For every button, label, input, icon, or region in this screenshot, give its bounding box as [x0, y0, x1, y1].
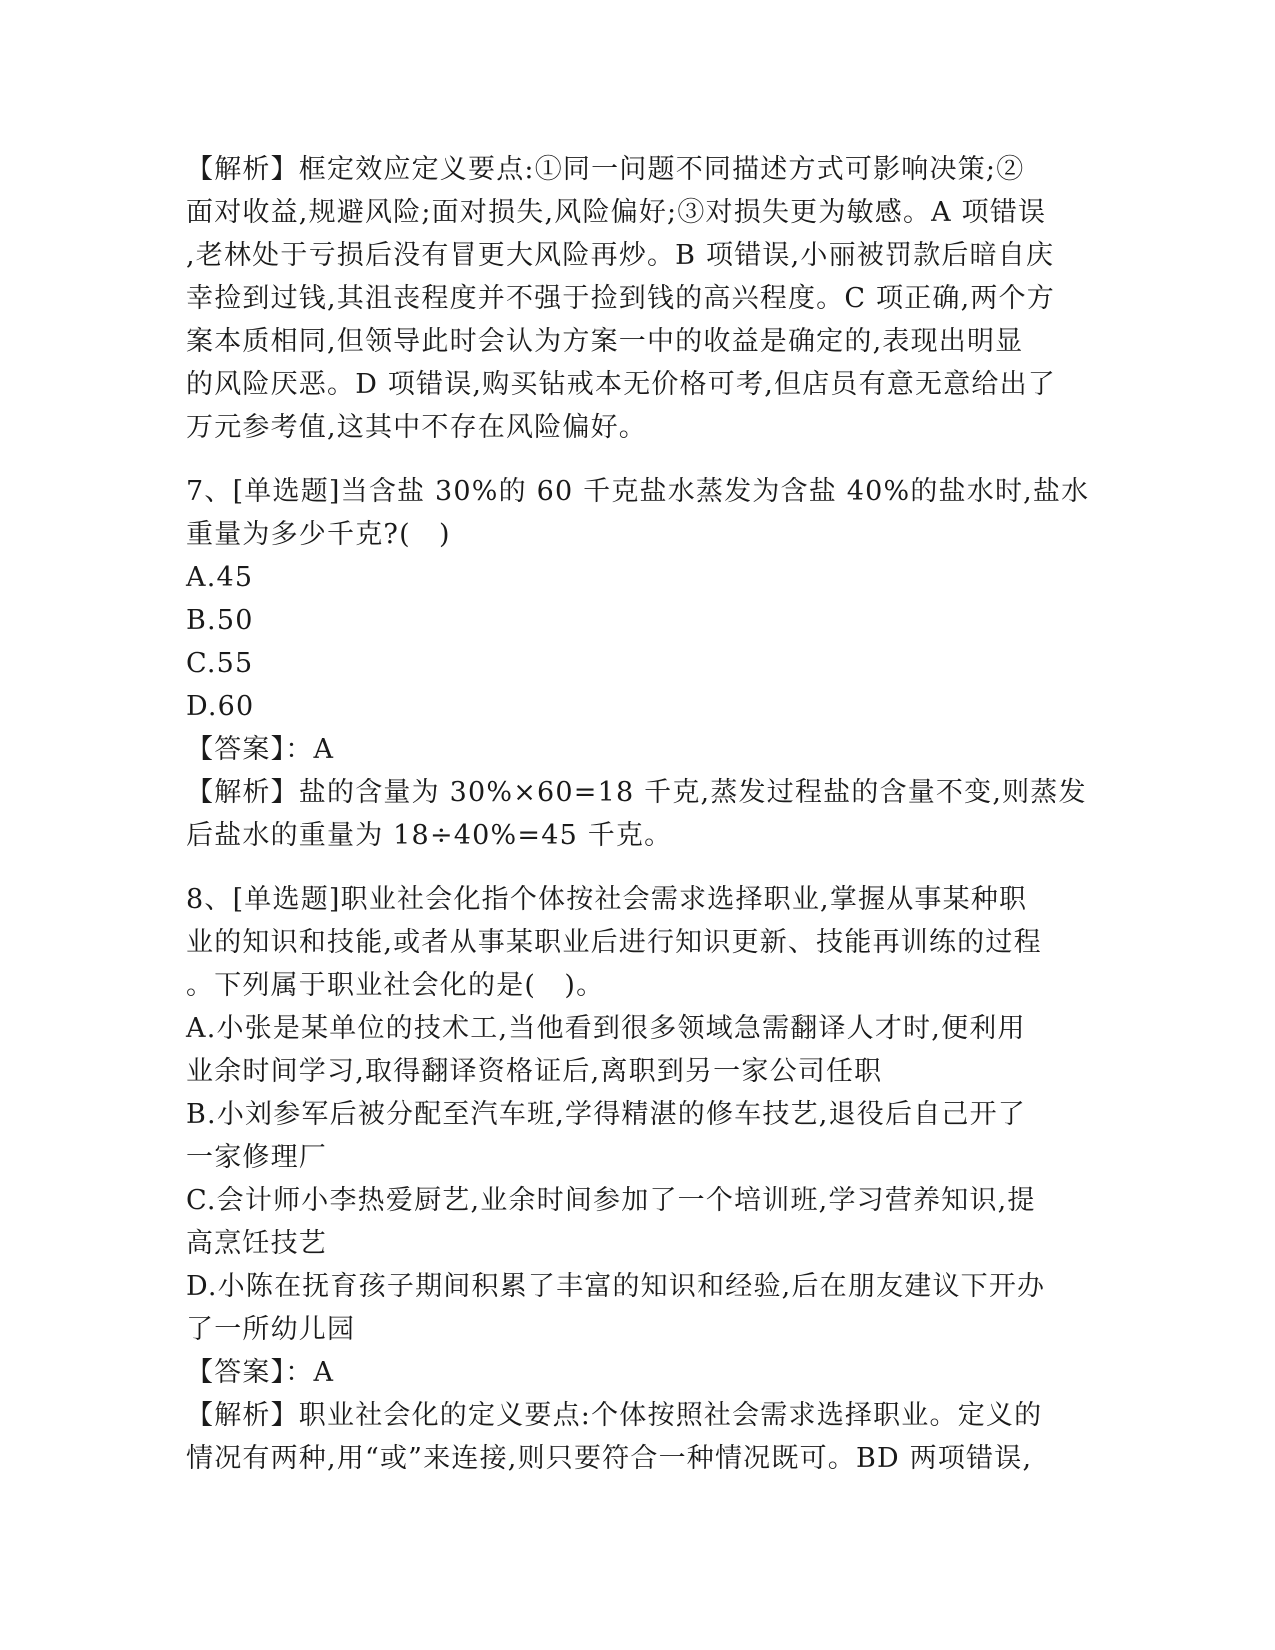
text-line: 面对收益,规避风险;面对损失,风险偏好;③对损失更为敏感。A 项错误: [186, 197, 1047, 228]
option-d: D.小陈在抚育孩子期间积累了丰富的知识和经验,后在朋友建议下开办: [186, 1271, 1046, 1302]
document-page: [186, 148, 1090, 1480]
analysis: 【解析】职业社会化的定义要点:个体按照社会需求选择职业。定义的: [186, 1400, 1043, 1431]
question-7: [186, 470, 1090, 857]
question-stem: 8、[单选题]职业社会化指个体按社会需求选择职业,掌握从事某种职: [186, 884, 1028, 915]
question-stem: 7、[单选题]当含盐 30%的 60 千克盐水蒸发为含盐 40%的盐水时,盐水: [186, 476, 1090, 507]
option-a: A.45: [186, 562, 254, 593]
analysis: 情况有两种,用“或”来连接,则只要符合一种情况既可。BD 两项错误,: [186, 1443, 1033, 1474]
text-line: 万元参考值,这其中不存在风险偏好。: [186, 412, 647, 443]
option-a: 业余时间学习,取得翻译资格证后,离职到另一家公司任职: [186, 1056, 883, 1087]
question-stem: 业的知识和技能,或者从事某职业后进行知识更新、技能再训练的过程: [186, 927, 1042, 958]
question-stem: 。下列属于职业社会化的是( )。: [186, 970, 605, 1001]
answer: 【答案】：A: [186, 734, 335, 765]
option-d: 了一所幼儿园: [186, 1314, 356, 1345]
spacer: [186, 857, 1086, 878]
option-a: A.小张是某单位的技术工,当他看到很多领域急需翻译人才时,便利用: [186, 1013, 1026, 1044]
question-stem: 重量为多少千克?( ): [186, 519, 451, 550]
text-line: 案本质相同,但领导此时会认为方案一中的收益是确定的,表现出明显: [186, 326, 1024, 357]
prev-analysis: [186, 148, 1086, 449]
option-c: C.55: [186, 648, 254, 679]
option-b: 一家修理厂: [186, 1142, 327, 1173]
question-8: [186, 878, 1086, 1480]
option-d: D.60: [186, 691, 255, 722]
option-b: B.50: [186, 605, 254, 636]
spacer: [186, 449, 1086, 470]
text-line: 的风险厌恶。D 项错误,购买钻戒本无价格可考,但店员有意无意给出了: [186, 369, 1056, 400]
option-b: B.小刘参军后被分配至汽车班,学得精湛的修车技艺,退役后自己开了: [186, 1099, 1026, 1130]
option-c: 高烹饪技艺: [186, 1228, 327, 1259]
analysis: 【解析】盐的含量为 30%×60=18 千克,蒸发过程盐的含量不变,则蒸发: [186, 777, 1087, 808]
answer: 【答案】：A: [186, 1357, 335, 1388]
text-line: 幸捡到过钱,其沮丧程度并不强于捡到钱的高兴程度。C 项正确,两个方: [186, 283, 1056, 314]
text-line: ,老林处于亏损后没有冒更大风险再炒。B 项错误,小丽被罚款后暗自庆: [186, 240, 1055, 271]
text-line: 【解析】框定效应定义要点:①同一问题不同描述方式可影响决策;②: [186, 154, 1025, 185]
analysis: 后盐水的重量为 18÷40%=45 千克。: [186, 820, 673, 851]
option-c: C.会计师小李热爱厨艺,业余时间参加了一个培训班,学习营养知识,提: [186, 1185, 1036, 1216]
